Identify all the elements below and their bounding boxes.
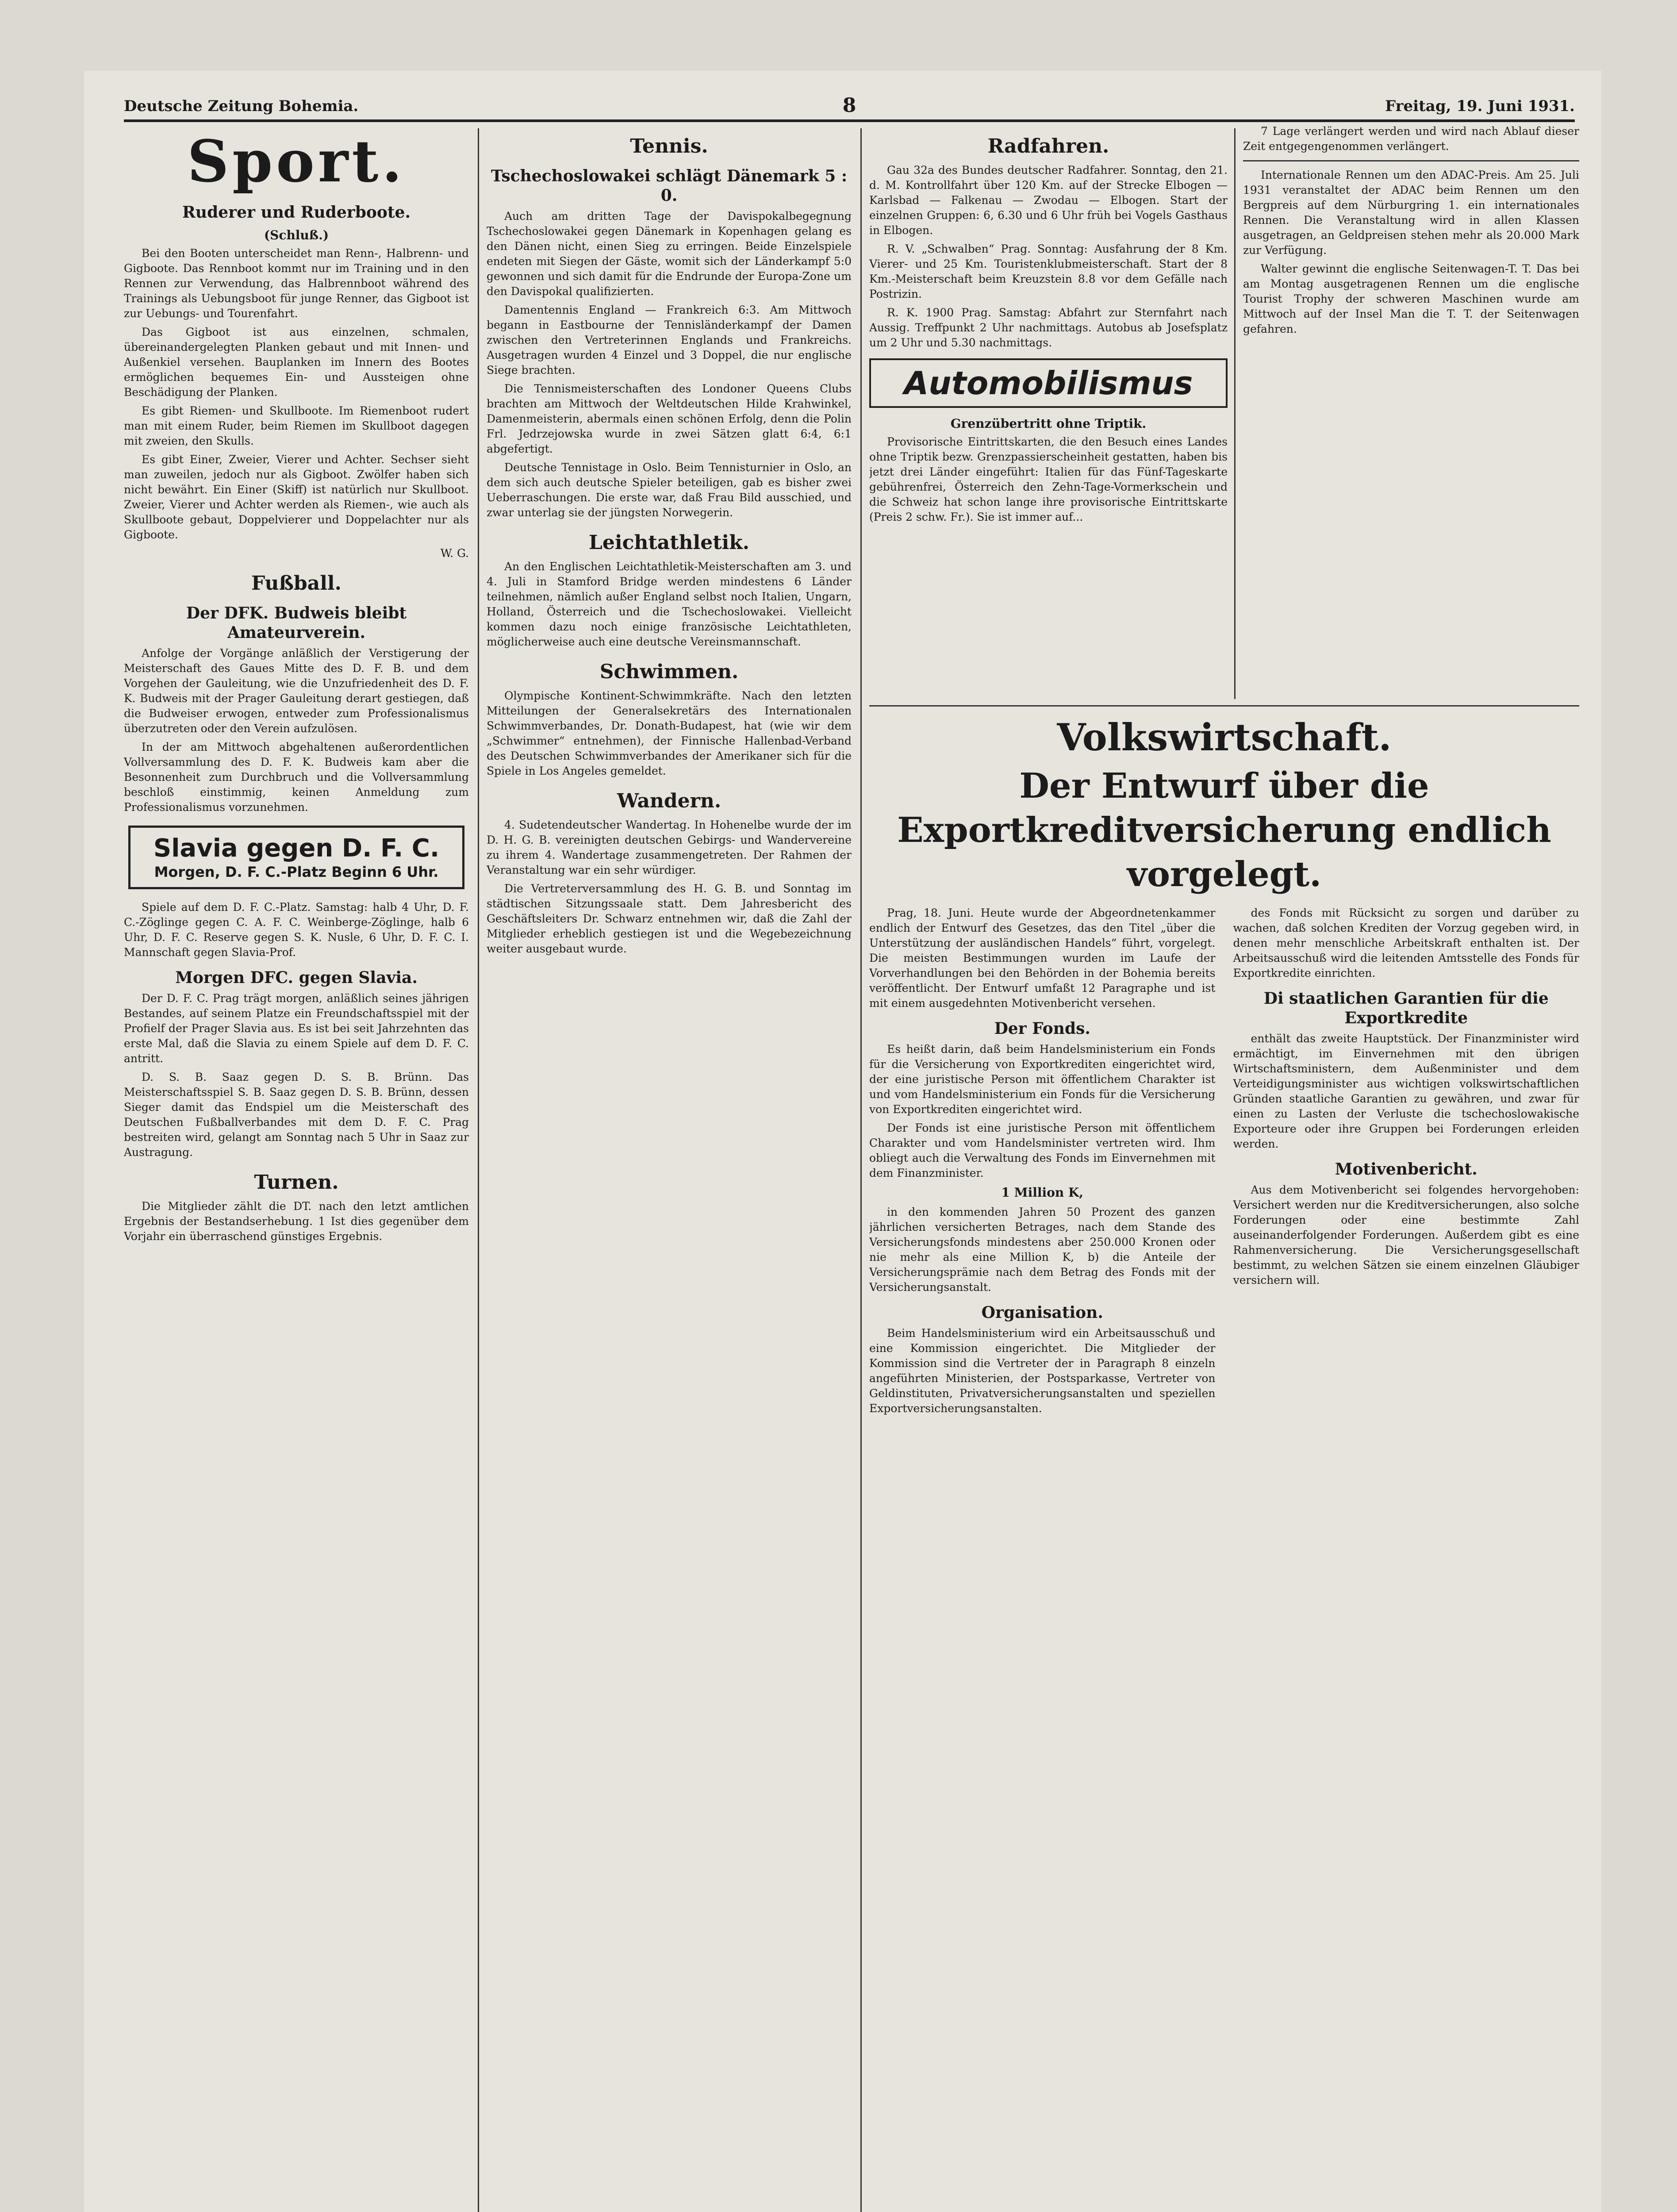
tennis-paragraph: Damentennis England — Frankreich 6:3. Am Mittwoch begann in Eastbourne der Tennisländerkampf der Damen zwischen den Vertreterinnen Englands und Frankreichs. Ausgetragen wurden 4 Einzel und 3 Doppel, die nur englische Siege brachten. — [487, 303, 852, 376]
divider — [869, 705, 1579, 707]
auto-subheading: Grenzübertritt ohne Triptik. — [950, 416, 1147, 431]
rad-heading: Radfahren. — [987, 135, 1109, 157]
sport-title: Sport. — [187, 127, 406, 195]
dfk-paragraph: Anfolge der Vorgänge anläßlich der Verstigerung der Meisterschaft des Gaues Mitte des D. F. B. und dem Vorgehen der Gauleitung, wie die Unzufriedenheit des D. F. K. Budweis mit der Prager Gauleitung derart gestiegen, daß die Budweiser erwogen, entweder zum Professionalismus überzutreten oder den Verein aufzulösen. — [124, 647, 469, 735]
column-three-top — [869, 124, 1228, 690]
volk-right-column — [1233, 906, 1580, 1420]
ad-line: Morgen, D. F. C.-Platz Beginn 6 Uhr. — [154, 864, 439, 880]
fonds-heading: Der Fonds. — [994, 1019, 1090, 1038]
fonds-paragraph: Der Fonds ist eine juristische Person mit öffentlichem Charakter und vom Handelsminister vertreten wird. Ihm obliegt auch die Verwaltung des Fonds im Einvernehmen mit dem Finanzminister. — [869, 1121, 1216, 1179]
page-header — [124, 88, 1575, 122]
ruder-paragraph: Es gibt Riemen- und Skullboote. Im Riemenboot rudert man mit einem Ruder, beim Riemen im Skullboot dagegen mit zweien, den Skulls. — [124, 404, 469, 447]
ruder-subheading: (Schluß.) — [264, 228, 329, 242]
col4-paragraph: 7 Lage verlängert werden und wird nach Ablauf dieser Zeit entgegengenommen verlängert. — [1243, 125, 1579, 153]
tennis-paragraph: Deutsche Tennistage in Oslo. Beim Tennisturnier in Oslo, an dem sich auch deutsche Spieler beteiligen, gab es bisher zwei Ueberraschungen. Die erste war, daß Frau Bild ausschied, und zwar unterlag sie der jüngsten Norwegerin. — [487, 461, 852, 519]
volkswirtschaft-section — [869, 699, 1579, 2212]
fussball-heading: Fußball. — [251, 572, 342, 595]
col4-paragraph: Walter gewinnt die englische Seitenwagen-T. T. Das bei am Montag ausgetragenen Rennen um die englische Tourist Trophy der schweren Maschinen wurde am Mittwoch auf der Insel Man die T. T. der Seitenwagen gefahren. — [1243, 262, 1579, 335]
column-rule — [478, 128, 479, 2212]
fonds-paragraph: in den kommenden Jahren 50 Prozent des ganzen jährlichen versicherten Betrages, nach dem Stande des Versicherungsfonds mindestens aber 250.000 Kronen oder nie mehr als eine Million K, b) die Anteile der Versicherungsprämie nach dem Betrag des Fonds mit der Versicherungsanstalt. — [869, 1206, 1216, 1294]
staat-heading: Di staatlichen Garantien für die Exportkredite — [1263, 989, 1549, 1027]
issue-date: Freitag, 19. Juni 1931. — [1385, 97, 1575, 115]
leicht-paragraph: An den Englischen Leichtathletik-Meisterschaften am 3. und 4. Juli in Stamford Bridge werden mindestens 6 Länder teilnehmen, nämlich außer England selbst noch Italien, Ungarn, Holland, Österreich und die Tschechoslowakei. Vielleicht kommen dazu noch einige französische Leichtathleten, möglicherweise auch eine deutsche Vereinsmannschaft. — [487, 560, 852, 648]
motiv-paragraph: Aus dem Motivenbericht sei folgendes hervorgehoben: Versichert werden nur die Kreditversicherungen, also solche Forderungen oder eine bestimmte Zahl auseinanderfolgender Forderungen. Außerdem gibt es eine Rahmenversicherung. Die Versicherungsgesellschaft bestimmt, zu welchen Sätzen sie einem einzelnen Gläubiger versichern will. — [1233, 1183, 1579, 1286]
wandern-heading: Wandern. — [617, 790, 721, 812]
slavia-advertisement — [128, 826, 464, 889]
tennis-heading: Tennis. — [630, 135, 708, 157]
volk-subheading: Der Entwurf über die Exportkreditversicherung endlich vorgelegt. — [897, 766, 1551, 895]
turnen-paragraph: Die Mitglieder zählt die DT. nach den letzt amtlichen Ergebnis der Bestandserhebung. 1 Ist dies gegenüber dem Vorjahr ein überraschend günstiges Ergebnis. — [124, 1200, 469, 1243]
ruder-heading: Ruderer und Ruderboote. — [182, 203, 411, 222]
wandern-paragraph: Die Vertreterversammlung des H. G. B. und Sonntag im städtischen Sitzungssaale statt. Dem Jahresbericht des Geschäftsleiters Dr. Schwarz entnehmen wir, daß die Zahl der Mitglieder erheblich gestiegen ist und die Wegebezeichnung weiter ausgebaut wurde. — [487, 882, 852, 955]
schwimm-heading: Schwimmen. — [599, 661, 739, 683]
volk-heading: Volkswirtschaft. — [1057, 715, 1392, 759]
ad-title: Slavia gegen D. F. C. — [153, 834, 440, 863]
masthead: Deutsche Zeitung Bohemia. — [124, 97, 359, 115]
morgen-paragraph: Der D. F. C. Prag trägt morgen, anläßlich seines jährigen Bestandes, auf seinem Platze ein Freundschaftsspiel mit der Profielf der Prager Slavia aus. Es ist bei seit Jahrzehnten das erste Mal, daß die Slavia zu einem Spiele auf dem D. F. C. antritt. — [124, 992, 469, 1065]
divider — [1243, 160, 1579, 161]
org-heading: Organisation. — [981, 1303, 1103, 1322]
tennis-paragraph: Die Tennismeisterschaften des Londoner Queens Clubs brachten am Mittwoch der Weltdeutschen Hilde Krahwinkel, Damenmeisterin, abermals einen schönen Erfolg, denn die Polin Frl. Jedrzejowska wurde in zwei Sätzen glatt 6:4, 6:1 abgefertigt. — [487, 382, 852, 455]
column-rule — [860, 128, 862, 2212]
newspaper-page — [84, 71, 1601, 2212]
rad-paragraph: Gau 32a des Bundes deutscher Radfahrer. Sonntag, den 21. d. M. Kontrollfahrt über 120 Km. auf der Strecke Elbogen — Karlsbad — Falkenau — Zwodau — Elbogen. Start der einzelnen Gruppen: 6, 6.30 und 6 Uhr früh bei Vogels Gasthaus in Elbogen. — [869, 164, 1228, 237]
org-paragraph: Beim Handelsministerium wird ein Arbeitsausschuß und eine Kommission eingerichtet. Die Mitglieder der Kommission sind die Vertreter der in Paragraph 8 einzeln angeführten Ministerien, der Postsparkasse, Vertreter von Geldinstituten, Privatversicherungsanstalten und speziellen Exportversicherungsanstalten. — [869, 1327, 1216, 1415]
column-two — [487, 124, 852, 2212]
column-four-top — [1243, 124, 1579, 690]
volk-right-paragraph: des Fonds mit Rücksicht zu sorgen und darüber zu wachen, daß solchen Krediten der Vorzug gegeben wird, in denen mehr menschliche Arbeitskraft enthalten ist. Der Arbeitsausschuß wird die leitenden Amtsstelle des Fonds für Exportkredite einrichten. — [1233, 906, 1579, 979]
staat-paragraph: enthält das zweite Hauptstück. Der Finanzminister wird ermächtigt, im Einvernehmen mit den übrigen Wirtschaftsministern, dem Außenminister und dem Verteidigungsminister aus wichtigen volkswirtschaftlichen Gründen staatliche Garantien zu gewähren, und zwar für einen zu Lasten der Verluste die tschechoslowakische Exporteure oder ihre Gruppen bei Forderungen erleiden werden. — [1233, 1032, 1579, 1150]
volk-columns — [869, 906, 1579, 1420]
auto-paragraph: Provisorische Eintrittskarten, die den Besuch eines Landes ohne Triptik bezw. Grenzpassierscheinheit gestatten, haben bis jetzt drei Länder eingeführt: Italien für das Fünf-Tageskarte gebührenfrei, Österreich den Zehn-Tage-Vormerkschein und die Schweiz hat schon lange ihre provisorische Eintrittskarte (Preis 2 schw. Fr.). Sie ist immer auf... — [869, 435, 1228, 523]
col4-paragraph: Internationale Rennen um den ADAC-Preis. Am 25. Juli 1931 veranstaltet der ADAC beim Rennen um den Bergpreis auf dem Nürburgring 1. ein internationales Rennen. Die Veranstaltung wird in allen Klassen ausgetragen, an Geldpreisen stehen mehr als 20.000 Mark zur Verfügung. — [1243, 169, 1579, 257]
tennis-paragraph: Auch am dritten Tage der Davispokalbegegnung Tschechoslowakei gegen Dänemark in Kopenhagen gelang es den Dänen nicht, einen Sieg zu erringen. Beide Einzelspiele endeten mit Siegen der Gäste, womit sich der Länderkampf 5:0 gewonnen und sich damit für die Endrunde der Europa-Zone um den Davispokal qualifizierten. — [487, 210, 852, 298]
rad-paragraph: R. K. 1900 Prag. Samstag: Abfahrt zur Sternfahrt nach Aussig. Treffpunkt 2 Uhr nachmittags. Autobus ab Josefsplatz um 2 Uhr und 5.30 nachmittags. — [869, 306, 1228, 349]
spiele-paragraph: Spiele auf dem D. F. C.-Platz. Samstag: halb 4 Uhr, D. F. C.-Zöglinge gegen C. A. F. C. Weinberge-Zöglinge, halb 6 Uhr, D. F. C. Reserve gegen S. K. Nusle, 6 Uhr, D. F. C. I. Mannschaft gegen Slavia-Prof. — [124, 901, 469, 959]
dfk-heading: Der DFK. Budweis bleibt Amateurverein. — [186, 604, 407, 642]
ruder-paragraph: Das Gigboot ist aus einzelnen, schmalen, übereinandergelegten Planken gebaut und mit Innen- und Außenkiel versehen. Bauplanken im Innern des Bootes ermöglichen bequemes Ein- und Aussteigen ohne Beschädigung der Planken. — [124, 326, 469, 399]
auto-heading: Automobilismus — [869, 358, 1228, 408]
rad-paragraph: R. V. „Schwalben“ Prag. Sonntag: Ausfahrung der 8 Km. Vierer- und 25 Km. Touristenklubmeisterschaft. Start der 8 Km.-Meisterschaft beim Kreuzstein 8.8 vor dem Gefälle nach Postrizin. — [869, 242, 1228, 300]
sport-column — [124, 124, 469, 2212]
volk-left-column — [869, 906, 1216, 1420]
ruder-signature: W. G. — [440, 547, 469, 560]
fonds-paragraph: Es heißt darin, daß beim Handelsministerium ein Fonds für die Versicherung von Exportkrediten eingerichtet wird, der eine juristische Person mit öffentlichem Charakter ist und vom Handelsministerium ein Fonds für die Versicherung von Exportkrediten eingerichtet wird. — [869, 1043, 1216, 1116]
saaz-paragraph: D. S. B. Saaz gegen D. S. B. Brünn. Das Meisterschaftsspiel S. B. Saaz gegen D. S. B. Brünn, dessen Sieger damit das Endspiel um die Meisterschaft des Deutschen Fußballverbandes mit dem D. F. C. Prag bestreiten wird, gelangt am Sonntag nach 5 Uhr in Saaz zur Austragung. — [124, 1071, 469, 1159]
schwimm-paragraph: Olympische Kontinent-Schwimmkräfte. Nach den letzten Mitteilungen der Generalsekretärs des Internationalen Schwimmverbandes, Dr. Donath-Budapest, hat (wie wir dem „Schwimmer“ entnehmen), der Finnische Hallenbad-Verband des Deutschen Schwimmverbandes der Amerikaner sich für die Spiele in Los Angeles gemeldet. — [487, 689, 852, 777]
page-number: 8 — [842, 94, 856, 117]
wandern-paragraph: 4. Sudetendeutscher Wandertag. In Hohenelbe wurde der im D. H. G. B. vereinigten deutschen Gebirgs- und Wandervereine zu ihrem 4. Wandertage zusammengetreten. Der Rahmen der Veranstaltung war ein sehr würdiger. — [487, 818, 852, 876]
volk-lead: Prag, 18. Juni. Heute wurde der Abgeordnetenkammer endlich der Entwurf des Gesetzes, das den Titel „über die Unterstützung der ausländischen Handels“ führt, vorgelegt. Die meisten Bestimmungen wurden im Laufe der Vorverhandlungen bei den Behörden in der Bohemia bereits veröffentlicht. Der Entwurf umfaßt 12 Paragraphe und ist mit einem ausgedehnten Motivenbericht versehen. — [869, 906, 1216, 1010]
fonds-amount: 1 Million K, — [1001, 1185, 1084, 1200]
leicht-heading: Leichtathletik. — [588, 531, 750, 554]
dfk-paragraph: In der am Mittwoch abgehaltenen außerordentlichen Vollversammlung des D. F. K. Budweis kam aber die Besonnenheit zum Durchbruch und die Vollversammlung beschloß einstimmig, keinen Anmeldung zum Professionalismus vorzunehmen. — [124, 741, 469, 814]
tennis-subheading: Tschechoslowakei schlägt Dänemark 5 : 0. — [491, 167, 848, 205]
morgen-heading: Morgen DFC. gegen Slavia. — [175, 968, 418, 987]
motiv-heading: Motivenbericht. — [1335, 1160, 1477, 1179]
turnen-heading: Turnen. — [254, 1171, 339, 1194]
ruder-paragraph: Bei den Booten unterscheidet man Renn-, Halbrenn- und Gigboote. Das Rennboot kommt nur im Training und in den Rennen zur Verwendung, das Halbrennboot während des Trainings als Uebungsboot für junge Renner, das Gigboot ist zur Uebungs- und Tourenfahrt. — [124, 247, 469, 320]
ruder-paragraph: Es gibt Einer, Zweier, Vierer und Achter. Sechser sieht man zuweilen, jedoch nur als Gigboot. Zwölfer haben sich nicht bewährt. Ein Einer (Skiff) ist natürlich nur Skullboot. Zweier, Vierer und Achter werden als Riemen-, wie auch als Skullboote gebaut, Doppelvierer und Doppelachter nur als Gigboote. — [124, 453, 469, 541]
